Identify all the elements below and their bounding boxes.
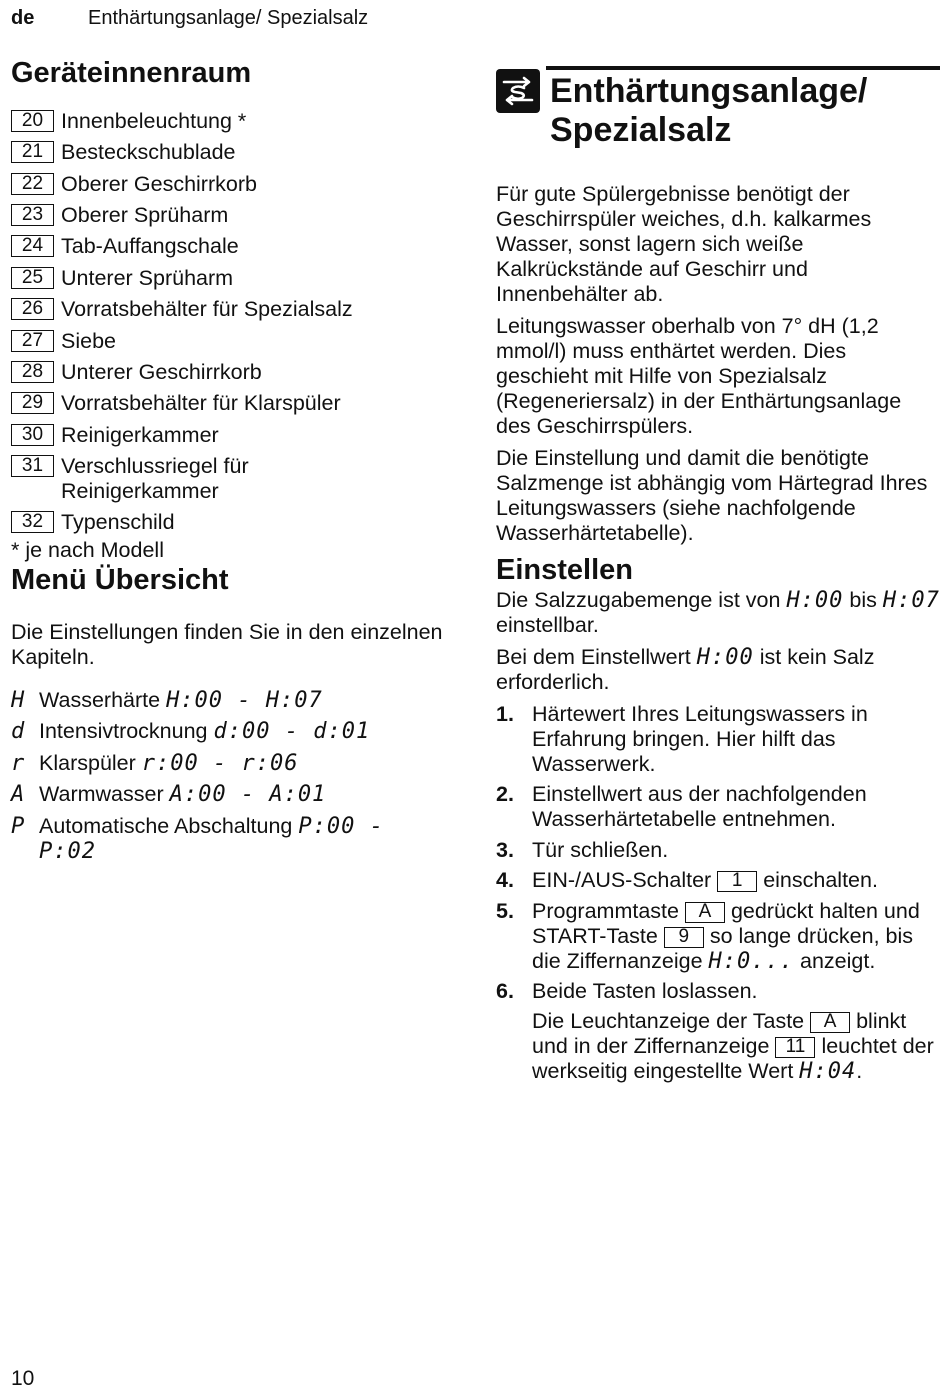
menu-range: d:00 - d:01 [213,719,371,745]
part-label: Verschlussriegel für Reinigerkammer [61,454,249,504]
part-label: Oberer Geschirrkorb [61,171,257,196]
list-item [11,510,451,535]
part-number: 32 [11,511,54,533]
paragraph-no-salt: Bei dem Einstellwert H:00 ist kein Salz erforderlich. [496,644,875,694]
menu-list [11,688,451,864]
step-text: Tür schließen. [532,837,669,862]
step-item [496,782,940,832]
menu-range: H:00 - H:07 [166,687,323,713]
step-result: Die Leuchtanzeige der Taste A blinkt und in der Ziffernanzeige 11 leuchtet der werkseitig eingestellte Wert H:04. [532,1009,934,1085]
step-text: Programmtaste A gedrückt halten und START-Taste 9 so lange drücken, bis die Ziffernanzeige H:0... anzeigt. [532,898,920,974]
step-item [496,838,940,863]
menu-label: Klarspüler [39,750,136,775]
display-value: H:00 [786,587,844,613]
key-box: 11 [775,1037,815,1058]
display-value: H:04 [799,1059,857,1085]
part-number: 21 [11,141,54,163]
menu-row [11,814,451,864]
right-column [496,66,940,1084]
menu-range: P:00 - P:02 [39,813,384,864]
menu-symbol: d [11,719,25,745]
section-title-menu: Menü Übersicht [11,563,229,596]
step-item [496,979,940,1004]
step-item [496,868,940,893]
part-label: Besteckschublade [61,140,236,165]
part-number: 30 [11,424,54,446]
menu-row [11,719,451,744]
part-label: Innenbeleuchtung * [61,108,247,133]
list-item [11,454,451,504]
menu-row [11,782,451,807]
part-label: Oberer Sprüharm [61,202,229,227]
steps-list [496,702,940,1005]
step-item [496,899,940,974]
menu-label: Warmwasser [39,782,164,807]
list-item [11,203,451,228]
list-item [11,109,451,134]
step-text: Einstellwert aus der nachfolgenden Wasserhärtetabelle entnehmen. [532,782,867,832]
step-number: 2. [496,782,514,807]
list-item [11,391,451,416]
part-label: Unterer Geschirrkorb [61,359,262,384]
list-item [11,297,451,322]
part-label: Tab-Auffangschale [61,234,239,259]
step-text: EIN-/AUS-Schalter 1 einschalten. [532,868,878,893]
step-number: 1. [496,701,514,726]
chapter-header [496,66,940,152]
menu-label: Wasserhärte [39,687,161,712]
section-title-interior: Geräteinnenraum [11,57,252,89]
menu-row [11,751,451,776]
list-item [11,360,451,385]
key-box: A [685,902,725,923]
part-number: 27 [11,330,54,352]
part-number: 23 [11,204,54,226]
part-number: 24 [11,235,54,257]
part-number: 25 [11,267,54,289]
model-note: * je nach Modell [11,537,164,562]
part-number: 20 [11,110,54,132]
part-number: 26 [11,298,54,320]
salt-icon [496,69,540,113]
part-number: 31 [11,455,54,477]
menu-label: Automatische Abschaltung [39,813,293,838]
display-value: H:0... [708,948,794,974]
step-number: 4. [496,868,514,893]
step-number: 6. [496,979,514,1004]
part-label: Reinigerkammer [61,422,219,447]
part-label: Vorratsbehälter für Klarspüler [61,391,341,416]
part-number: 22 [11,173,54,195]
step-number: 5. [496,898,514,923]
key-box: 9 [664,927,704,948]
step-text: Beide Tasten loslassen. [532,979,758,1004]
part-label: Siebe [61,328,116,353]
menu-symbol: H [11,687,25,713]
part-number: 29 [11,392,54,414]
list-item [11,172,451,197]
menu-range: r:00 - r:06 [141,750,299,776]
paragraph-setting: Die Einstellung und damit die benötigte Salzmenge ist abhängig vom Härtegrad Ihres Leitungswassers (siehe nachfolgende Wasserhärtetabelle). [496,446,928,545]
part-label: Vorratsbehälter für Spezialsalz [61,297,353,322]
menu-symbol: A [11,782,25,808]
part-label: Typenschild [61,510,175,535]
display-value: H:00 [696,644,754,670]
step-item [496,702,940,777]
menu-range: A:00 - A:01 [169,782,327,808]
menu-label: Intensivtrocknung [39,719,208,744]
list-item [11,329,451,354]
paragraph-salt-range: Die Salzzugabemenge ist von H:00 bis H:07 einstellbar. [496,587,940,637]
list-item [11,266,451,291]
left-column [11,56,451,870]
header-lang: de [11,7,35,29]
part-label: Unterer Sprüharm [61,265,234,290]
key-box: A [810,1012,850,1033]
key-box: 1 [717,871,757,892]
paragraph-hardness: Leitungswasser oberhalb von 7° dH (1,2 mmol/l) muss enthärtet werden. Dies geschieht mit Hilfe von Spezialsalz (Regeneriersalz) in der Enthärtungsanlage des Geschirrspülers. [496,314,902,438]
step-number: 3. [496,837,514,862]
parts-list [11,109,451,536]
part-number: 28 [11,361,54,383]
list-item [11,423,451,448]
header-title: Enthärtungsanlage/ Spezialsalz [88,7,369,29]
menu-symbol: r [11,750,25,776]
menu-intro: Die Einstellungen finden Sie in den einzelnen Kapiteln. [11,619,443,669]
menu-row [11,688,451,713]
paragraph-intro: Für gute Spülergebnisse benötigt der Geschirrspüler weiches, d.h. kalkarmes Wasser, sonst lagern sich weiße Kalkrückstände auf Geschirr und Innenbehälter ab. [496,182,872,306]
section-title-settings: Einstellen [496,554,633,586]
chapter-rule [546,66,940,70]
display-value: H:07 [882,587,940,613]
chapter-title: Enthärtungsanlage/ Spezialsalz [550,72,868,149]
list-item [11,140,451,165]
step-text: Härtewert Ihres Leitungswassers in Erfahrung bringen. Hier hilft das Wasserwerk. [532,701,868,776]
page-number: 10 [11,1367,35,1390]
list-item [11,234,451,259]
menu-symbol: P [11,813,25,839]
